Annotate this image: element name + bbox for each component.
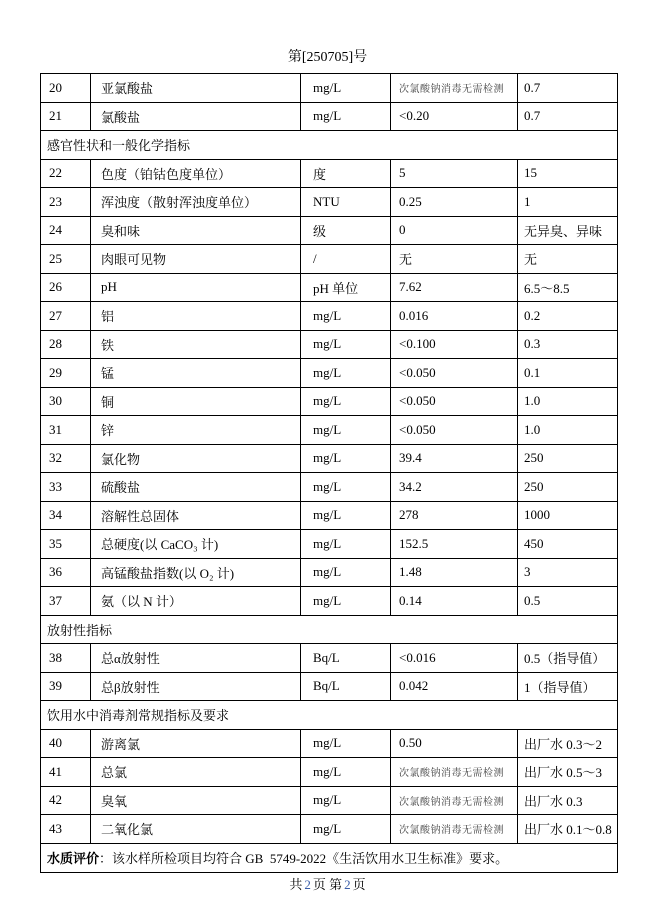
table-row	[41, 74, 617, 103]
evaluation-cell	[41, 844, 617, 873]
parameter-name-cell: 亚氯酸盐	[91, 74, 301, 102]
parameter-name-cell: 臭氧	[91, 787, 301, 815]
measured-value-cell	[391, 587, 518, 615]
parameter-name-cell: 硫酸盐	[91, 473, 301, 501]
limit-value-cell: 1	[524, 193, 531, 209]
measured-value-text: <0.050	[399, 393, 436, 409]
measured-value-cell	[391, 388, 518, 416]
parameter-name-cell: 游离氯	[91, 730, 301, 758]
parameter-name-cell: 总α放射性	[91, 644, 301, 672]
table-row	[41, 274, 617, 303]
row-number-cell: 35	[41, 530, 91, 558]
parameter-name-cell: 锌	[91, 416, 301, 444]
measured-value-cell	[391, 188, 518, 216]
measured-value-text: 5	[399, 165, 406, 181]
parameter-name-cell: 铜	[91, 388, 301, 416]
measured-value-text: 39.4	[399, 450, 422, 466]
limit-value-cell: 出厂水 0.1～0.8	[524, 822, 612, 838]
measured-value-text: 无	[399, 252, 413, 268]
row-number-cell: 40	[41, 730, 91, 758]
measured-value-cell	[391, 502, 518, 530]
limit-value-cell: 出厂水 0.5～3	[524, 765, 603, 781]
row-number-cell: 37	[41, 587, 91, 615]
row-number-cell: 32	[41, 445, 91, 473]
parameter-name-cell: pH	[91, 274, 301, 302]
row-number-cell: 34	[41, 502, 91, 530]
measured-value-cell	[391, 644, 518, 672]
table-row	[41, 673, 617, 702]
limit-value-cell: 1.0	[524, 421, 541, 437]
evaluation-row	[41, 844, 617, 873]
section-title: 饮用水中消毒剂常规指标及要求	[47, 708, 230, 724]
section-row	[41, 131, 617, 160]
row-number-cell: 42	[41, 787, 91, 815]
measured-value-text: <0.016	[399, 649, 436, 665]
measured-value-text: 34.2	[399, 478, 422, 494]
measured-value-cell	[391, 673, 518, 701]
page-footer	[0, 874, 655, 893]
parameter-name-cell: 总硬度(以 CaCO₃ 计)	[91, 530, 301, 558]
unit-cell: Bq/L	[301, 644, 391, 672]
parameter-name-cell: 氯酸盐	[91, 103, 301, 131]
row-number-cell: 25	[41, 245, 91, 273]
report-number-title: 第[250705]号	[287, 50, 368, 65]
table-row	[41, 188, 617, 217]
table-row	[41, 359, 617, 388]
parameter-name-cell: 溶解性总固体	[91, 502, 301, 530]
parameter-name-cell: 铁	[91, 331, 301, 359]
limit-value-cell: 250	[524, 450, 544, 466]
parameter-name-cell: 二氧化氯	[91, 815, 301, 843]
measured-value-text: <0.050	[399, 421, 436, 437]
limit-value-cell: 无异臭、异味	[524, 223, 603, 239]
measured-value-text: 0.14	[399, 592, 422, 608]
table-row	[41, 530, 617, 559]
measured-value-text: 次氯酸钠消毒无需检测	[399, 84, 504, 96]
section-title: 放射性指标	[47, 622, 113, 638]
measured-value-cell	[391, 530, 518, 558]
row-number-cell: 23	[41, 188, 91, 216]
unit-cell: mg/L	[301, 758, 391, 786]
limit-value-cell: 0.7	[524, 108, 541, 124]
measured-value-text: 0.042	[399, 678, 429, 694]
limit-value-cell: 1000	[524, 507, 550, 523]
measured-value-text: 0	[399, 222, 406, 238]
limit-value-cell: 250	[524, 478, 544, 494]
measured-value-text: <0.20	[399, 108, 430, 124]
unit-cell: Bq/L	[301, 673, 391, 701]
table-row	[41, 559, 617, 588]
limit-value-cell: 出厂水 0.3	[524, 793, 583, 809]
water-quality-table	[40, 73, 618, 873]
measured-value-cell	[391, 473, 518, 501]
table-row	[41, 445, 617, 474]
parameter-name-cell: 高锰酸盐指数(以 O₂ 计)	[91, 559, 301, 587]
limit-value-cell: 0.7	[524, 79, 541, 95]
unit-cell: mg/L	[301, 416, 391, 444]
parameter-name-cell: 总β放射性	[91, 673, 301, 701]
limit-value-cell: 0.5	[524, 592, 541, 608]
measured-value-cell	[391, 730, 518, 758]
row-number-cell: 22	[41, 160, 91, 188]
row-number-cell: 27	[41, 302, 91, 330]
limit-value-cell: 1.0	[524, 393, 541, 409]
parameter-name-cell: 浑浊度（散射浑浊度单位）	[91, 188, 301, 216]
unit-cell: mg/L	[301, 445, 391, 473]
parameter-name-cell: 总氯	[91, 758, 301, 786]
measured-value-cell	[391, 445, 518, 473]
row-number-cell: 29	[41, 359, 91, 387]
row-number-cell: 43	[41, 815, 91, 843]
table-row	[41, 758, 617, 787]
table-row	[41, 587, 617, 616]
unit-cell: NTU	[301, 188, 391, 216]
limit-value-cell: 0.5（指导值）	[524, 651, 606, 667]
table-row	[41, 103, 617, 132]
measured-value-text: 次氯酸钠消毒无需检测	[399, 768, 504, 780]
unit-cell: mg/L	[301, 388, 391, 416]
row-number-cell: 26	[41, 274, 91, 302]
parameter-name-cell: 肉眼可见物	[91, 245, 301, 273]
evaluation-label: 水质评价	[47, 851, 100, 867]
row-number-cell: 30	[41, 388, 91, 416]
unit-cell: mg/L	[301, 74, 391, 102]
table-row	[41, 217, 617, 246]
unit-cell: mg/L	[301, 730, 391, 758]
measured-value-text: 0.50	[399, 735, 422, 751]
row-number-cell: 41	[41, 758, 91, 786]
row-number-cell: 21	[41, 103, 91, 131]
table-row	[41, 815, 617, 844]
table-row	[41, 473, 617, 502]
measured-value-cell	[391, 274, 518, 302]
limit-value-cell: 出厂水 0.3～2	[524, 736, 603, 752]
parameter-name-cell: 色度（铂钴色度单位）	[91, 160, 301, 188]
limit-value-cell: 450	[524, 535, 544, 551]
limit-value-cell: 0.3	[524, 336, 541, 352]
row-number-cell: 38	[41, 644, 91, 672]
table-row	[41, 331, 617, 360]
footer-current-page: 2	[344, 877, 351, 892]
parameter-name-cell: 氯化物	[91, 445, 301, 473]
unit-cell: /	[301, 245, 391, 273]
table-row	[41, 644, 617, 673]
footer-total-pages: 2	[304, 877, 311, 892]
unit-cell: 度	[301, 160, 391, 188]
measured-value-text: 7.62	[399, 279, 422, 295]
limit-value-cell: 无	[524, 252, 538, 268]
unit-cell: 级	[301, 217, 391, 245]
footer-pages-mid: 页 第	[312, 877, 343, 892]
row-number-cell: 31	[41, 416, 91, 444]
table-row	[41, 502, 617, 531]
table-row	[41, 730, 617, 759]
unit-cell: pH 单位	[301, 274, 391, 302]
parameter-name-cell: 锰	[91, 359, 301, 387]
section-row	[41, 701, 617, 730]
measured-value-cell	[391, 416, 518, 444]
limit-value-cell: 15	[524, 165, 537, 181]
row-number-cell: 24	[41, 217, 91, 245]
measured-value-text: 152.5	[399, 535, 429, 551]
unit-cell: mg/L	[301, 103, 391, 131]
limit-value-cell: 0.2	[524, 307, 541, 323]
unit-cell: mg/L	[301, 787, 391, 815]
measured-value-cell	[391, 787, 518, 815]
unit-cell: mg/L	[301, 502, 391, 530]
limit-value-cell: 1（指导值）	[524, 679, 596, 695]
section-row	[41, 616, 617, 645]
limit-value-cell: 6.5～8.5	[524, 280, 570, 296]
measured-value-cell	[391, 217, 518, 245]
unit-cell: mg/L	[301, 815, 391, 843]
measured-value-text: 0.25	[399, 193, 422, 209]
measured-value-cell	[391, 74, 518, 102]
measured-value-cell	[391, 103, 518, 131]
row-number-cell: 20	[41, 74, 91, 102]
measured-value-cell	[391, 245, 518, 273]
row-number-cell: 28	[41, 331, 91, 359]
unit-cell: mg/L	[301, 559, 391, 587]
measured-value-text: 0.016	[399, 307, 429, 323]
limit-value-cell: 0.1	[524, 364, 541, 380]
row-number-cell: 36	[41, 559, 91, 587]
parameter-name-cell: 氨（以 N 计）	[91, 587, 301, 615]
measured-value-cell	[391, 758, 518, 786]
unit-cell: mg/L	[301, 587, 391, 615]
measured-value-cell	[391, 559, 518, 587]
unit-cell: mg/L	[301, 302, 391, 330]
measured-value-text: 次氯酸钠消毒无需检测	[399, 825, 504, 837]
limit-value-cell: 3	[524, 564, 531, 580]
footer-pages-prefix: 共	[289, 877, 303, 892]
parameter-name-cell: 铝	[91, 302, 301, 330]
table-row	[41, 388, 617, 417]
measured-value-cell	[391, 302, 518, 330]
parameter-name-cell: 臭和味	[91, 217, 301, 245]
unit-cell: mg/L	[301, 331, 391, 359]
table-row	[41, 160, 617, 189]
measured-value-text: <0.100	[399, 336, 436, 352]
table-row	[41, 302, 617, 331]
unit-cell: mg/L	[301, 473, 391, 501]
section-title: 感官性状和一般化学指标	[47, 138, 191, 154]
evaluation-text: ：该水样所检项目均符合 GB 5749-2022《生活饮用水卫生标准》要求。	[99, 851, 509, 867]
footer-pages-suffix: 页	[352, 877, 366, 892]
measured-value-text: 278	[399, 507, 419, 523]
table-row	[41, 245, 617, 274]
unit-cell: mg/L	[301, 530, 391, 558]
measured-value-cell	[391, 331, 518, 359]
unit-cell: mg/L	[301, 359, 391, 387]
table-row	[41, 416, 617, 445]
measured-value-cell	[391, 359, 518, 387]
measured-value-text: <0.050	[399, 364, 436, 380]
measured-value-text: 1.48	[399, 564, 422, 580]
row-number-cell: 33	[41, 473, 91, 501]
table-row	[41, 787, 617, 816]
measured-value-cell	[391, 160, 518, 188]
measured-value-cell	[391, 815, 518, 843]
measured-value-text: 次氯酸钠消毒无需检测	[399, 796, 504, 808]
row-number-cell: 39	[41, 673, 91, 701]
